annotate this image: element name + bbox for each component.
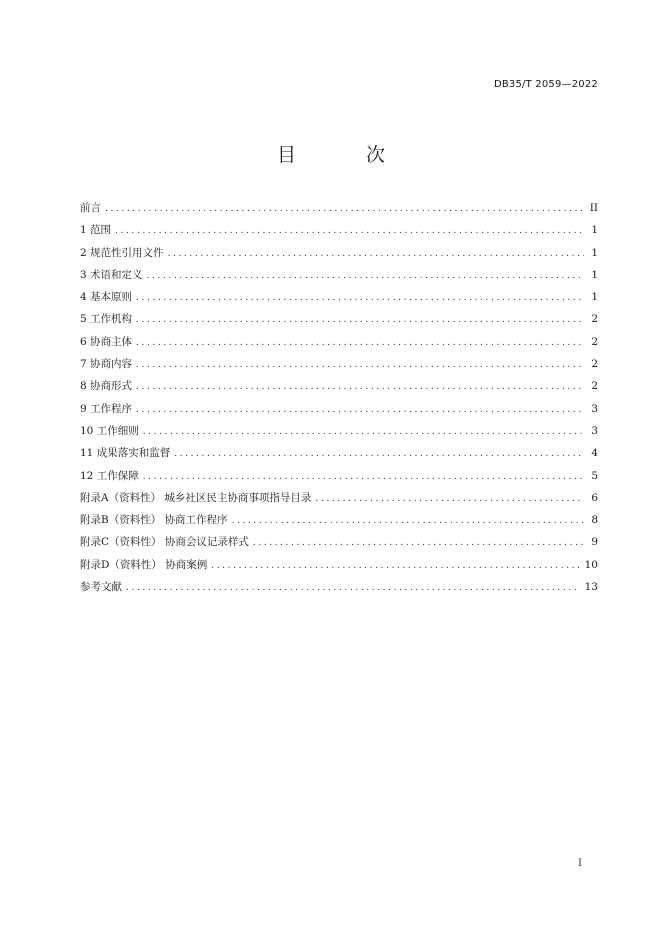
toc-leader-dots [126, 583, 579, 593]
toc-entry[interactable] [80, 401, 598, 423]
toc-entry-label: 12 工作保障 [80, 469, 139, 482]
toc-entry-label: 1 范围 [80, 224, 112, 237]
toc-leader-dots [136, 382, 584, 392]
toc-leader-dots [168, 249, 584, 259]
toc-entry-page: 3 [591, 402, 598, 415]
toc-entry[interactable] [80, 200, 598, 222]
toc-entry-label: 7 协商内容 [80, 358, 133, 371]
toc-entry-label: 11 成果落实和监督 [80, 447, 171, 460]
toc-entry[interactable] [80, 468, 598, 490]
toc-entry[interactable] [80, 445, 598, 467]
toc-entry-page: 6 [591, 491, 598, 504]
toc-entry[interactable] [80, 490, 598, 512]
table-of-contents [80, 200, 598, 601]
toc-leader-dots [143, 472, 584, 482]
toc-entry[interactable] [80, 512, 598, 534]
toc-entry-label: 6 协商主体 [80, 335, 133, 348]
toc-entry-page: 2 [591, 335, 598, 348]
toc-entry[interactable] [80, 557, 598, 579]
page-title: 目 次 [276, 144, 418, 166]
toc-leader-dots [105, 204, 584, 214]
toc-entry[interactable] [80, 222, 598, 244]
toc-entry[interactable] [80, 289, 598, 311]
toc-entry-label: 附录B（资料性） 协商工作程序 [80, 514, 228, 527]
toc-leader-dots [253, 538, 584, 548]
toc-entry[interactable] [80, 334, 598, 356]
toc-entry-page: 8 [591, 514, 598, 527]
toc-entry[interactable] [80, 245, 598, 267]
toc-leader-dots [174, 449, 584, 459]
toc-leader-dots [136, 360, 584, 370]
toc-leader-dots [136, 338, 584, 348]
toc-entry[interactable] [80, 356, 598, 378]
toc-entry[interactable] [80, 534, 598, 556]
toc-entry[interactable] [80, 311, 598, 333]
toc-entry-page: 1 [591, 246, 598, 259]
toc-entry-label: 附录D（资料性） 协商案例 [80, 558, 208, 571]
toc-entry-page: 2 [591, 380, 598, 393]
toc-entry-page: 1 [591, 291, 598, 304]
toc-leader-dots [136, 315, 584, 325]
page-number: I [578, 858, 582, 869]
toc-entry-page: 2 [591, 358, 598, 371]
toc-entry-label: 4 基本原则 [80, 291, 133, 304]
toc-entry-page: 9 [591, 536, 598, 549]
toc-entry-page: 5 [591, 469, 598, 482]
document-code: DB35/T 2059—2022 [493, 79, 598, 90]
toc-entry-label: 参考文献 [80, 581, 122, 594]
toc-entry-label: 附录C（资料性） 协商会议记录样式 [80, 536, 249, 549]
toc-entry-label: 8 协商形式 [80, 380, 133, 393]
toc-leader-dots [232, 516, 584, 526]
toc-entry[interactable] [80, 579, 598, 601]
toc-entry-page: II [589, 202, 598, 214]
toc-leader-dots [211, 561, 578, 571]
toc-entry[interactable] [80, 423, 598, 445]
toc-entry-page: 1 [591, 224, 598, 237]
toc-entry[interactable] [80, 267, 598, 289]
toc-entry-label: 附录A（资料性） 城乡社区民主协商事项指导目录 [80, 491, 312, 504]
toc-entry-label: 2 规范性引用文件 [80, 246, 164, 259]
toc-entry-label: 9 工作程序 [80, 402, 133, 415]
toc-leader-dots [115, 226, 584, 236]
toc-entry-page: 4 [591, 447, 598, 460]
toc-entry[interactable] [80, 378, 598, 400]
toc-entry-label: 前言 [80, 202, 101, 214]
toc-entry-page: 2 [591, 313, 598, 326]
toc-leader-dots [143, 427, 584, 437]
toc-entry-page: 1 [591, 268, 598, 281]
toc-entry-label: 5 工作机构 [80, 313, 133, 326]
toc-entry-label: 3 术语和定义 [80, 268, 143, 281]
toc-leader-dots [136, 405, 584, 415]
toc-entry-label: 10 工作细则 [80, 424, 139, 437]
toc-leader-dots [136, 293, 584, 303]
toc-leader-dots [147, 271, 584, 281]
toc-leader-dots [315, 494, 584, 504]
toc-entry-page: 13 [584, 581, 598, 594]
toc-entry-page: 10 [584, 558, 598, 571]
toc-entry-page: 3 [591, 424, 598, 437]
